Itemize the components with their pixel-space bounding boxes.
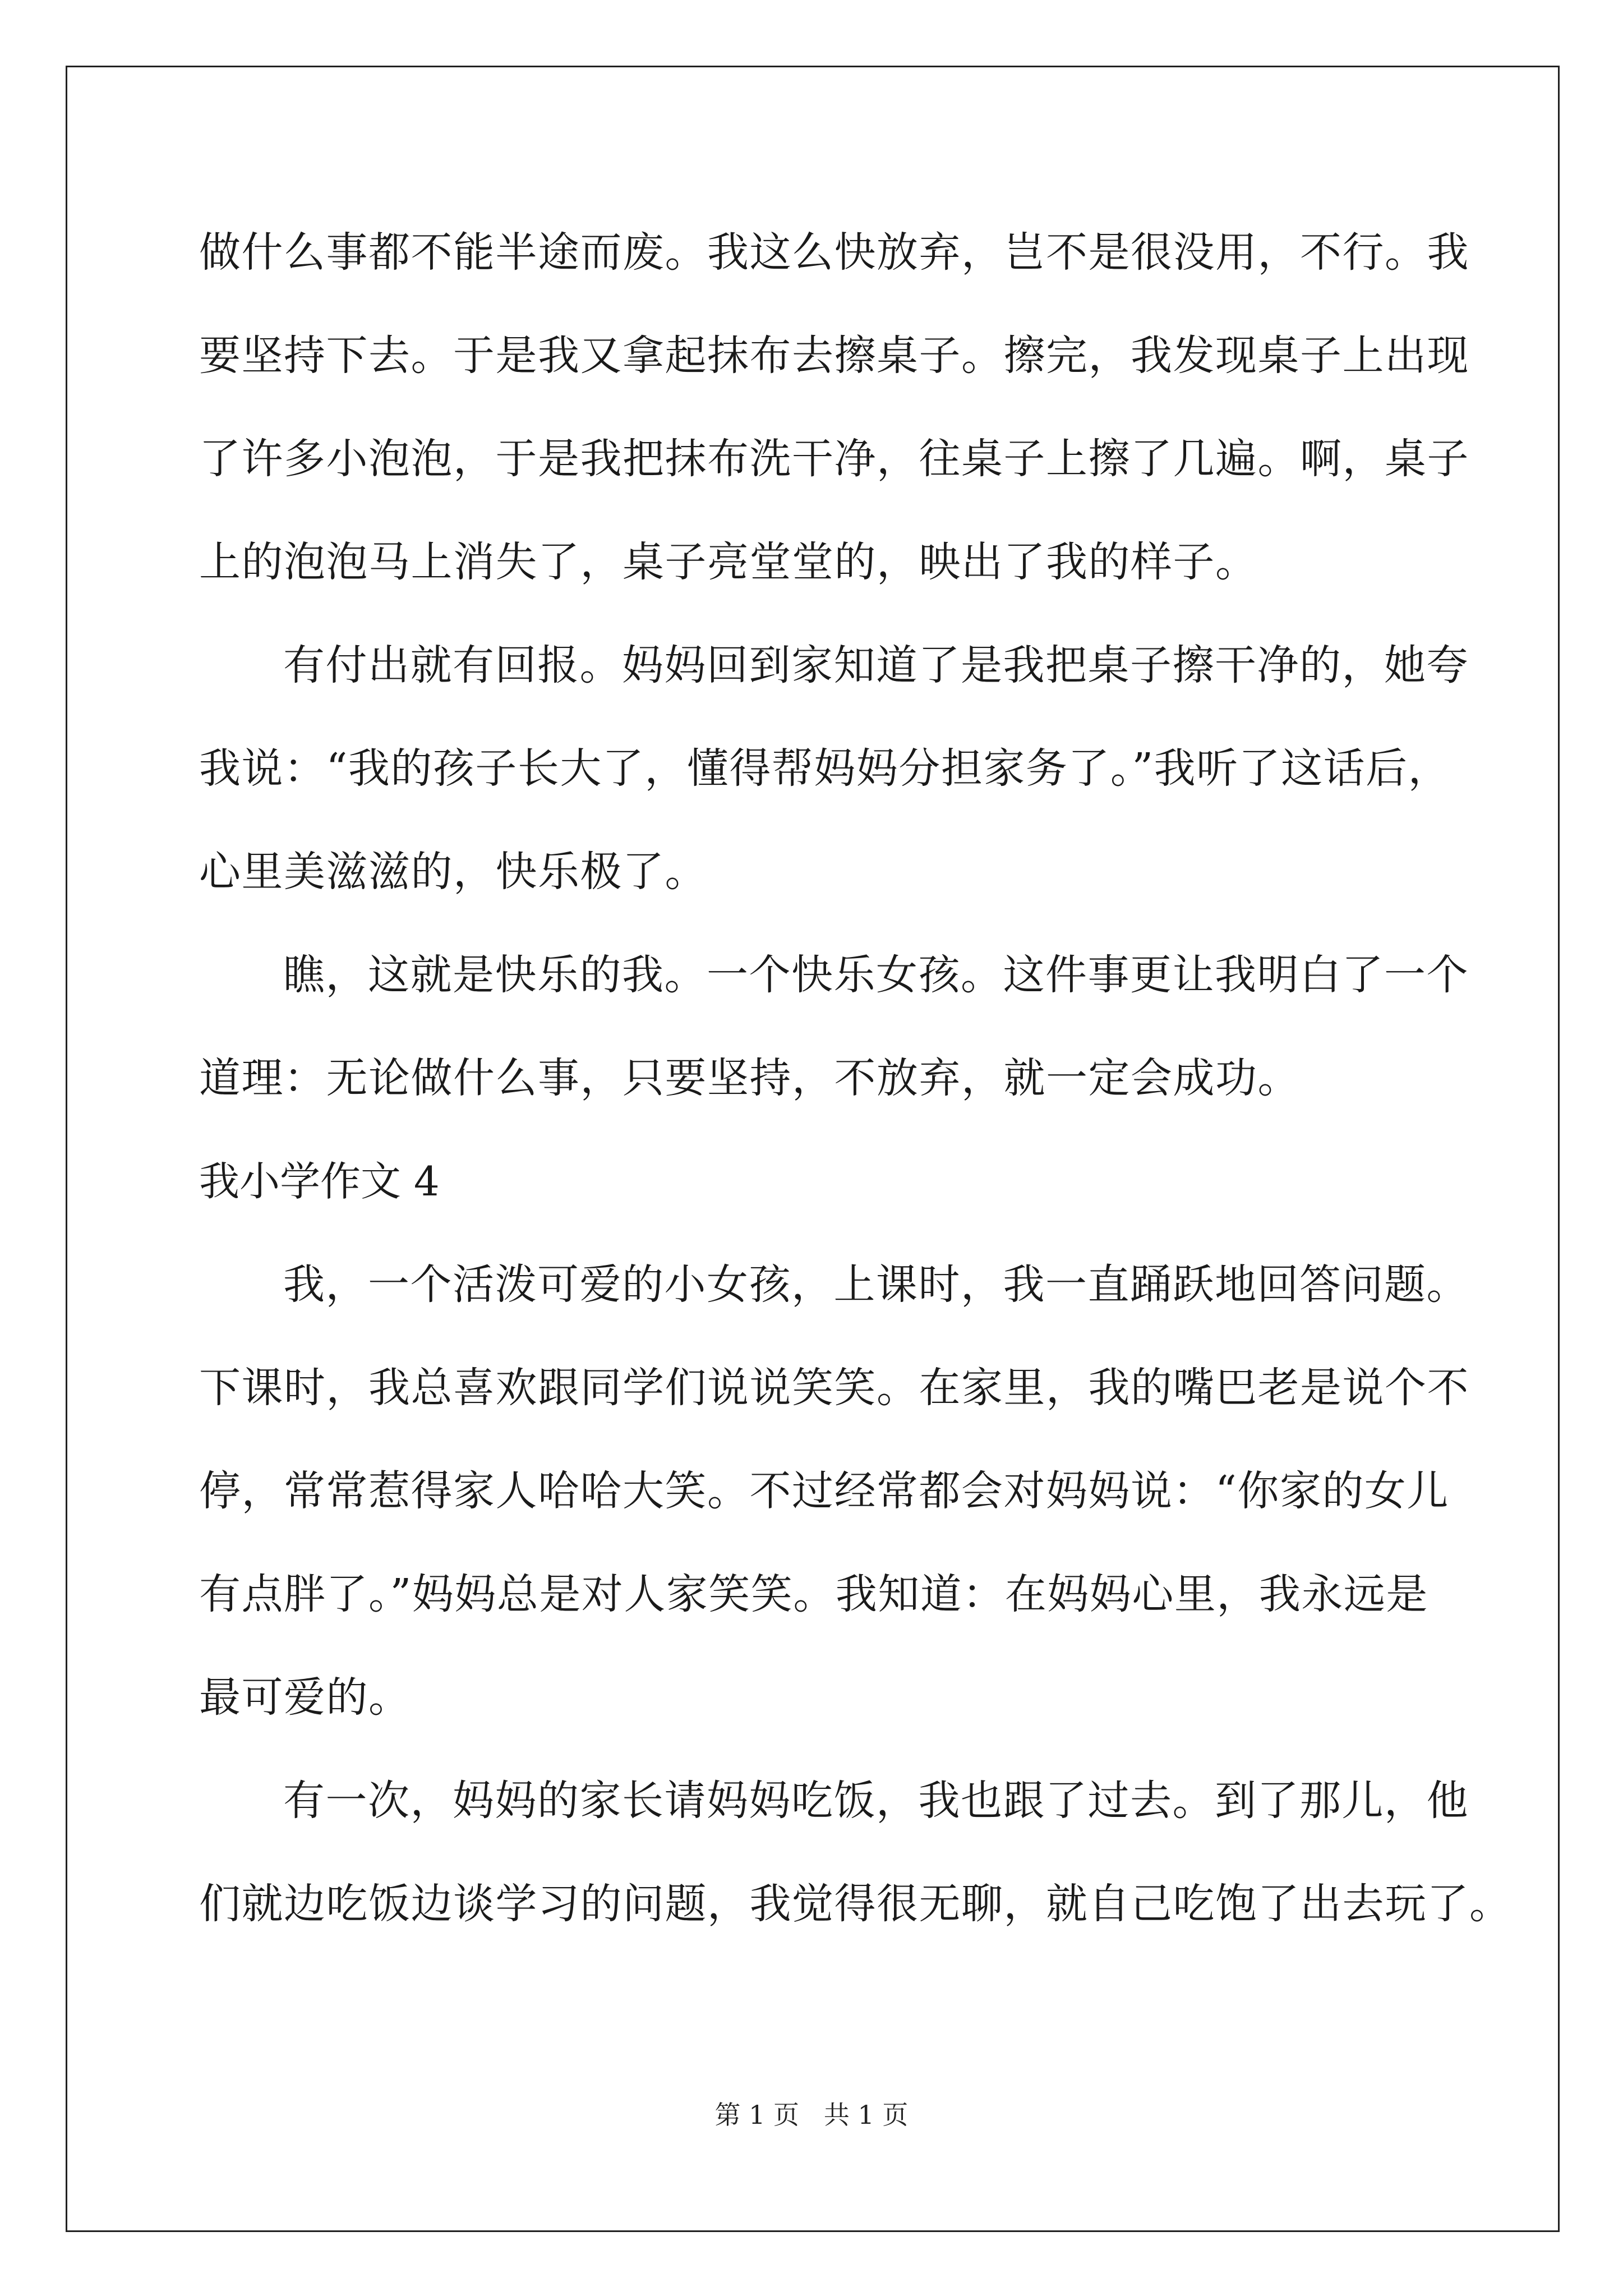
paragraph-line: 道理：无论做什么事，只要坚持，不放弃，就一定会成功。 <box>199 1054 1300 1102</box>
paragraph-line: 最可爱的。 <box>199 1673 411 1722</box>
paragraph-line: 有一次，妈妈的家长请妈妈吃饭，我也跟了过去。到了那儿，他 <box>283 1777 1469 1825</box>
paragraph-line: 们就边吃饭边谈学习的问题，我觉得很无聊，就自己吃饱了出去玩了。 <box>199 1880 1512 1928</box>
paragraph-line: 瞧，这就是快乐的我。一个快乐女孩。这件事更让我明白了一个 <box>283 951 1469 999</box>
document-body <box>199 212 1512 1967</box>
paragraph-line: 做什么事都不能半途而废。我这么快放弃，岂不是很没用，不行。我 <box>199 228 1469 277</box>
section-heading: 我小学作文 4 <box>199 1158 440 1205</box>
paragraph-line: 有点胖了。”妈妈总是对人家笑笑。我知道：在妈妈心里，我永远是 <box>199 1570 1428 1618</box>
paragraph-line: 心里美滋滋的，快乐极了。 <box>199 848 707 896</box>
paragraph-line: 停，常常惹得家人哈哈大笑。不过经常都会对妈妈说：“你家的女儿 <box>199 1467 1449 1515</box>
paragraph-line: 上的泡泡马上消失了，桌子亮堂堂的，映出了我的样子。 <box>199 538 1258 586</box>
paragraph-line: 了许多小泡泡，于是我把抹布洗干净，往桌子上擦了几遍。啊，桌子 <box>199 435 1469 483</box>
paragraph-line: 有付出就有回报。妈妈回到家知道了是我把桌子擦干净的，她夸 <box>283 641 1469 689</box>
paragraph-line: 我说：“我的孩子长大了，懂得帮妈妈分担家务了。”我听了这话后， <box>199 744 1451 793</box>
page-footer: 第 1 页 共 1 页 <box>714 2100 909 2130</box>
paragraph-line: 我，一个活泼可爱的小女孩，上课时，我一直踊跃地回答问题。 <box>283 1260 1469 1309</box>
paragraph-line: 下课时，我总喜欢跟同学们说说笑笑。在家里，我的嘴巴老是说个不 <box>199 1364 1469 1412</box>
paragraph-line: 要坚持下去。于是我又拿起抹布去擦桌子。擦完，我发现桌子上出现 <box>199 332 1469 380</box>
